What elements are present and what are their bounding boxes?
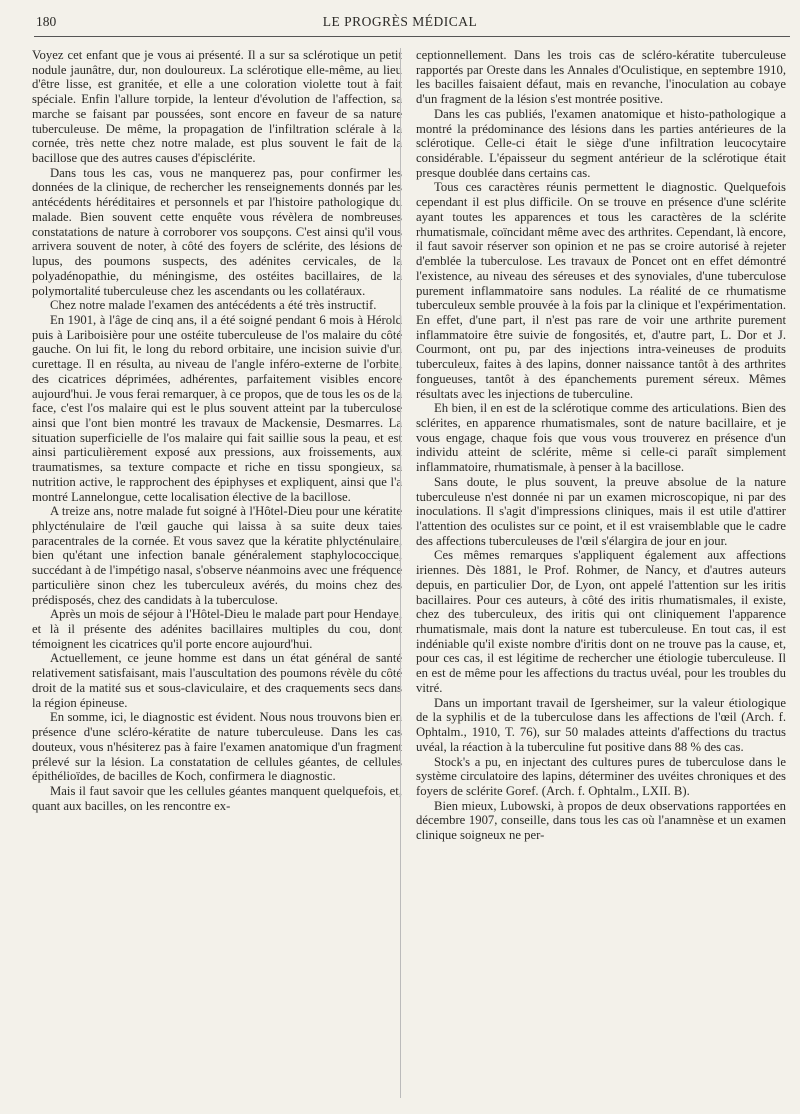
paragraph: Dans tous les cas, vous ne manquerez pas, pour confirmer les données de la clinique, de rechercher les renseignements donnés par les antécédents héréditaires et personnels et par l'histoire pathologique du malade. Bien souvent cette enquête vous révèlera de nombreuses constatations de nature à corroborer vos soupçons. C'est ainsi qu'il vous arrivera souvent de noter, à côté des foyers de sclérite, des lésions de lupus, des poumons suspects, des adénites cervicales, de la polyadénopathie, du méningisme, des ostéites bacillaires, de la polymortalité tuberculeuse chez les ascendants ou les collatéraux. <box>32 165 402 298</box>
column-divider <box>400 48 401 1098</box>
paragraph: Ces mêmes remarques s'appliquent également aux affections iriennes. Dès 1881, le Prof. Rohmer, de Nancy, et d'autres auteurs depuis, en particulier Dor, de Lyon, ont appelé l'attention sur les iritis bacillaires. Pour ces auteurs, à côté des iritis rhumatismales, il existe, chez des tuberculeux, des iritis qui ont cliniquement l'apparence rhumatismale, mais dont la nature est tuberculeuse. En tout cas, il est indéniable qu'il existe nombre d'iritis dont on ne trouve pas la cause, et, pour ces cas, il est légitime de rechercher une étiologie tuberculeuse. Il en est de même pour les affections du tractus uvéal, pour les troubles du vitré. <box>416 548 786 695</box>
page-header <box>0 14 800 34</box>
paragraph: ceptionnellement. Dans les trois cas de scléro-kératite tuberculeuse rapportés par Oreste dans les Annales d'Oculistique, en septembre 1910, les bacilles faisaient défaut, mais en revanche, l'inoculation au cobaye d'un fragment de la lésion s'est montrée positive. <box>416 48 786 107</box>
paragraph: Après un mois de séjour à l'Hôtel-Dieu le malade part pour Hendaye, et là il présente des adénites bacillaires multiples du cou, dont témoignent les cicatrices qu'il porte encore aujourd'hui. <box>32 607 402 651</box>
paragraph: En somme, ici, le diagnostic est évident. Nous nous trouvons bien en présence d'une scléro-kératite de nature tuberculeuse. Dans les cas douteux, vous n'hésiterez pas à faire l'examen anatomique d'un fragment prélevé sur la lésion. La constatation de cellules géantes, de cellules épithélioïdes, de bacilles de Koch, confirmera le diagnostic. <box>32 710 402 784</box>
paragraph: Chez notre malade l'examen des antécédents a été très instructif. <box>50 298 377 313</box>
header-rule <box>34 36 790 37</box>
paragraph: Bien mieux, Lubowski, à propos de deux observations rapportées en décembre 1907, conseille, dans tous les cas où l'anamnèse et un examen clinique soigneux ne per- <box>416 798 786 843</box>
paragraph: Eh bien, il en est de la sclérotique comme des articulations. Bien des sclérites, en apparence rhumatismales, sont de nature bacillaire, et je vous engage, chaque fois que vous vous trouverez en présence d'un individu atteint de sclérite, même si celle-ci paraît simplement inflammatoire, rhumatismale, à penser à la bacillose. <box>416 401 786 475</box>
paragraph: A treize ans, notre malade fut soigné à l'Hôtel-Dieu pour une kératite phlycténulaire de l'œil gauche qui laissa à sa suite deux taies paracentrales de la cornée. Et vous savez que la kératite phlycténulaire, bien qu'étant une infection banale généralement staphylococcique, succédant à de l'impétigo nasal, s'observe néanmoins avec une fréquence particulière sinon chez les tuberculeux avérés, du moins chez des prédisposés, chez des candidats à la tuberculose. <box>32 504 402 607</box>
paragraph: Dans les cas publiés, l'examen anatomique et histo-pathologique a montré la prédominance des lésions dans les parties antérieures de la sclérotique. Celle-ci était le siège d'une infiltration leucocytaire considérable. L'épaisseur du segment antérieur de la sclérotique était presque doublée dans certains cas. <box>416 106 786 180</box>
left-column <box>32 48 402 813</box>
right-column <box>416 48 786 843</box>
paragraph: Voyez cet enfant que je vous ai présenté. Il a sur sa sclérotique un petit nodule jaunâtre, dur, non douloureux. La sclérotique elle-même, au lieu d'être lisse, est granitée, et elle a une coloration violette tout à fait spéciale. Enfin l'allure torpide, la lenteur d'évolution de l'affection, sa marche se faisant par poussées, sont encore en faveur de sa nature tuberculeuse. De même, la propagation de l'infiltration sclérale à la cornée, très nette chez notre malade, est plus souvent le fait de la bacillose que des autres causes d'épisclérite. <box>32 48 402 166</box>
page-number: 180 <box>36 14 57 29</box>
paragraph: En 1901, à l'âge de cinq ans, il a été soigné pendant 6 mois à Hérold puis à Lariboisière pour une ostéite tuberculeuse de l'os malaire du côté gauche. On lui fit, le long du rebord orbitaire, une incision suivie d'un curettage. Il en résulta, au niveau de l'angle inféro-externe de l'orbite, des cicatrices déprimées, adhérentes, parfaitement visibles encore aujourd'hui. Je vous ferai remarquer, à ce propos, que de tous les os de la face, c'est l'os malaire qui est le plus souvent atteint par la tuberculose ainsi que l'ont bien montré les travaux de Mackensie, Desmarres. La situation superficielle de l'os malaire qui fait saillie sous la peau, et est ainsi particulièrement exposé aux pressions, aux froissements, aux traumatismes, sa texture compacte et riche en tissu spongieux, sa nutrition active, le rapprochent des épiphyses et expliquent, ainsi que l'a montré Lannelongue, cette localisation élective de la bacillose. <box>32 312 402 504</box>
paragraph: Tous ces caractères réunis permettent le diagnostic. Quelquefois cependant il est plus difficile. On se trouve en présence d'une sclérite ayant toutes les apparences et tous les caractères de la sclérite rhumatismale, coïncidant même avec des arthrites. Cependant, là encore, il faut savoir réserver son opinion et ne pas se croire autorisé à rejeter d'emblée la tuberculose. Les travaux de Poncet ont en effet démontré l'existence, au niveau des séreuses et des synoviales, d'une tuberculose purement inflammatoire sans nodules. La réalité de ce rhumatisme tuberculeux semble prouvée à la fois par la clinique et l'expérimentation. En effet, d'une part, il n'est pas rare de voir une arthrite purement inflammatoire être suivie de fongosités, et, d'autre part, L. Dor et J. Courmont, ont pu, par des injections intra-veineuses de produits tuberculeux, faites à des lapins, donner naissance tantôt à des arthrites fongueuses, tantôt à des épanchements purement séreux. Mêmes résultats avec les injections de tuberculine. <box>416 180 786 401</box>
paragraph: Mais il faut savoir que les cellules géantes manquent quelquefois, et, quant aux bacilles, on les rencontre ex- <box>32 783 402 813</box>
paragraph: Actuellement, ce jeune homme est dans un état général de santé relativement satisfaisant, mais l'auscultation des poumons révèle du côté droit de la matité sus et sous-claviculaire, et des craquements secs dans la région épineuse. <box>32 651 402 710</box>
paragraph: Sans doute, le plus souvent, la preuve absolue de la nature tuberculeuse n'est donnée ni par un examen microscopique, ni par des inoculations. Il s'agit d'impressions cliniques, mais il est utile d'attirer l'attention des oculistes sur ce point, et il est vraisemblable que le cadre des affections tuberculeuses de l'œil s'élargira de jour en jour. <box>416 474 786 548</box>
running-title: LE PROGRÈS MÉDICAL <box>322 14 478 29</box>
paragraph: Dans un important travail de Igersheimer, sur la valeur étiologique de la syphilis et de la tuberculose dans les affections de l'œil (Arch. f. Ophtalm., 1910, T. 76), sur 50 malades atteints d'affections du tractus uvéal, la réaction à la tuberculine fut positive dans 88 % des cas. <box>416 695 786 754</box>
paragraph: Stock's a pu, en injectant des cultures pures de tuberculose dans le système circulatoire des lapins, déterminer des uvéites chroniques et des foyers de sclérite Goref. (Arch. f. Ophtalm., LXII. B). <box>416 754 786 798</box>
